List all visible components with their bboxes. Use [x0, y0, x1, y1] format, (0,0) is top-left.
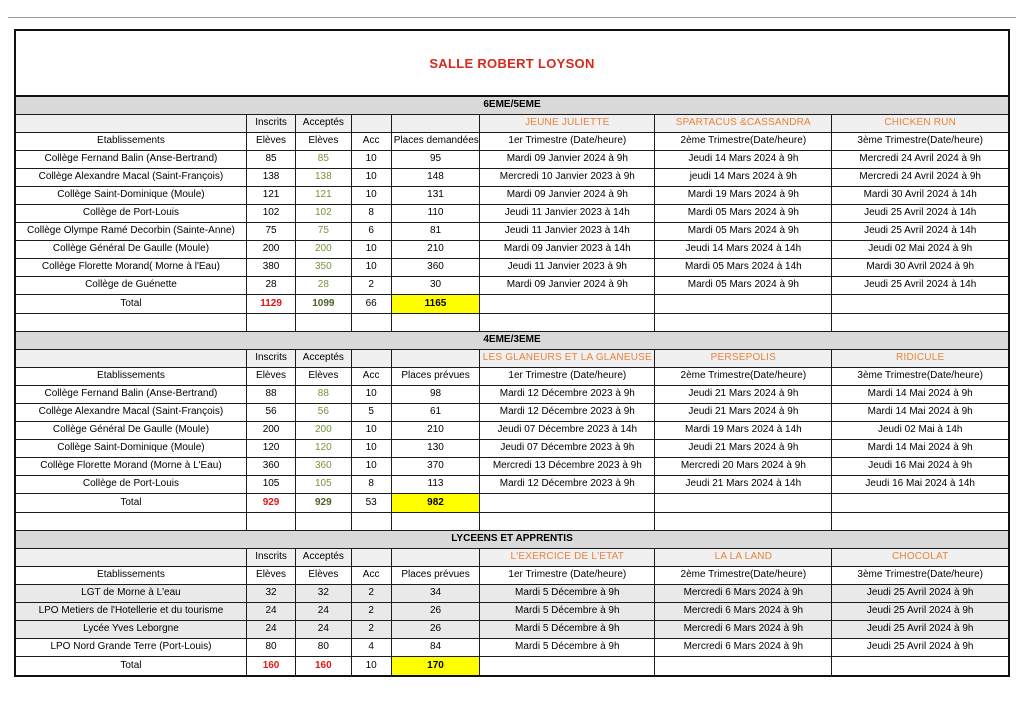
acceptes-cell: 200 [296, 241, 351, 259]
date-cell-trimestre1: Mardi 5 Décembre à 9h [480, 639, 655, 657]
header-spacer-cell [15, 115, 246, 133]
total-label-cell: Total [15, 295, 246, 314]
places-cell: 130 [391, 440, 480, 458]
table-row [15, 386, 1009, 404]
date-cell-trimestre3: Jeudi 25 Avril 2024 à 14h [832, 277, 1009, 295]
total-empty-cell [480, 657, 655, 677]
date-cell-trimestre2: jeudi 14 Mars 2024 à 9h [655, 169, 832, 187]
acc-cell: 8 [351, 476, 391, 494]
date-cell-trimestre2: Mercredi 6 Mars 2024 à 9h [655, 639, 832, 657]
header-row-columns [15, 133, 1009, 151]
school-name-cell: Collège Florette Morand (Morne à L'Eau) [15, 458, 246, 476]
header-row-columns [15, 567, 1009, 585]
acc-cell: 2 [351, 277, 391, 295]
eleves-header-cell: Elèves [296, 133, 351, 151]
acceptes-cell: 75 [296, 223, 351, 241]
show-title-cell: SPARTACUS &CASSANDRA [655, 115, 832, 133]
places-cell: 26 [391, 621, 480, 639]
date-cell-trimestre3: Mardi 30 Avril 2024 à 9h [832, 259, 1009, 277]
date-cell-trimestre2: Jeudi 14 Mars 2024 à 14h [655, 241, 832, 259]
total-acc-cell: 53 [351, 494, 391, 513]
school-name-cell: Collège Saint-Dominique (Moule) [15, 440, 246, 458]
table-row [15, 440, 1009, 458]
separator-cell [655, 314, 832, 332]
inscrits-cell: 380 [246, 259, 295, 277]
total-inscrits-cell: 929 [246, 494, 295, 513]
total-label-cell: Total [15, 494, 246, 513]
school-name-cell: Collège Olympe Ramé Decorbin (Sainte-Anne) [15, 223, 246, 241]
separator-cell [480, 314, 655, 332]
school-name-cell: Collège de Port-Louis [15, 476, 246, 494]
inscrits-cell: 138 [246, 169, 295, 187]
date-cell-trimestre3: Mardi 14 Mai 2024 à 9h [832, 404, 1009, 422]
date-cell-trimestre3: Jeudi 25 Avril 2024 à 9h [832, 603, 1009, 621]
date-cell-trimestre3: Jeudi 16 Mai 2024 à 14h [832, 476, 1009, 494]
acc-cell: 10 [351, 241, 391, 259]
places-header-cell: Places demandées [391, 133, 480, 151]
header-row-groups [15, 350, 1009, 368]
school-name-cell: LGT de Morne à L'eau [15, 585, 246, 603]
date-cell-trimestre2: Jeudi 21 Mars 2024 à 9h [655, 386, 832, 404]
date-cell-trimestre1: Mardi 09 Janvier 2023 à 14h [480, 241, 655, 259]
table-row [15, 621, 1009, 639]
table-row [15, 277, 1009, 295]
date-cell-trimestre3: Jeudi 02 Mai 2024 à 9h [832, 241, 1009, 259]
acc-cell: 10 [351, 386, 391, 404]
date-cell-trimestre2: Mardi 19 Mars 2024 à 9h [655, 187, 832, 205]
acceptes-cell: 105 [296, 476, 351, 494]
total-acceptes-cell: 160 [296, 657, 351, 677]
planning-table-body [15, 96, 1009, 676]
acceptes-cell: 85 [296, 151, 351, 169]
trimestre2-header-cell: 2ème Trimestre(Date/heure) [655, 133, 832, 151]
trimestre2-header-cell: 2ème Trimestre(Date/heure) [655, 567, 832, 585]
eleves-header-cell: Elèves [296, 368, 351, 386]
inscrits-header-cell: Inscrits [246, 350, 295, 368]
total-row [15, 494, 1009, 513]
show-title-cell: CHOCOLAT [832, 549, 1009, 567]
school-name-cell: Collège Général De Gaulle (Moule) [15, 241, 246, 259]
school-name-cell: Collège Fernand Balin (Anse-Bertrand) [15, 386, 246, 404]
eleves-header-cell: Elèves [246, 133, 295, 151]
total-empty-cell [832, 295, 1009, 314]
acc-cell: 6 [351, 223, 391, 241]
inscrits-header-cell: Inscrits [246, 549, 295, 567]
places-cell: 148 [391, 169, 480, 187]
title-box [14, 29, 1010, 95]
total-inscrits-cell: 160 [246, 657, 295, 677]
places-header-cell: Places prévues [391, 567, 480, 585]
date-cell-trimestre2: Mardi 05 Mars 2024 à 9h [655, 277, 832, 295]
total-row [15, 657, 1009, 677]
trimestre3-header-cell: 3ème Trimestre(Date/heure) [832, 567, 1009, 585]
places-cell: 360 [391, 259, 480, 277]
date-cell-trimestre2: Mardi 19 Mars 2024 à 14h [655, 422, 832, 440]
places-cell: 81 [391, 223, 480, 241]
separator-cell [832, 513, 1009, 531]
date-cell-trimestre3: Jeudi 02 Mai à 14h [832, 422, 1009, 440]
separator-cell [15, 314, 246, 332]
section-band: 4EME/3EME [15, 332, 1009, 350]
trimestre3-header-cell: 3ème Trimestre(Date/heure) [832, 368, 1009, 386]
date-cell-trimestre1: Jeudi 07 Décembre 2023 à 9h [480, 440, 655, 458]
separator-cell [391, 314, 480, 332]
header-spacer-cell [351, 115, 391, 133]
acceptes-cell: 24 [296, 603, 351, 621]
date-cell-trimestre1: Jeudi 11 Janvier 2023 à 14h [480, 223, 655, 241]
places-cell: 113 [391, 476, 480, 494]
places-cell: 84 [391, 639, 480, 657]
table-row [15, 223, 1009, 241]
separator-row [15, 513, 1009, 531]
inscrits-cell: 24 [246, 603, 295, 621]
section-band: LYCEENS ET APPRENTIS [15, 531, 1009, 549]
date-cell-trimestre2: Jeudi 21 Mars 2024 à 9h [655, 404, 832, 422]
acceptes-header-cell: Acceptés [296, 549, 351, 567]
date-cell-trimestre1: Mardi 12 Décembre 2023 à 9h [480, 404, 655, 422]
separator-cell [296, 513, 351, 531]
total-acceptes-cell: 1099 [296, 295, 351, 314]
table-row [15, 585, 1009, 603]
separator-cell [296, 314, 351, 332]
school-name-cell: Collège Général De Gaulle (Moule) [15, 422, 246, 440]
school-name-cell: Collège Alexandre Macal (Saint-François) [15, 404, 246, 422]
date-cell-trimestre3: Mercredi 24 Avril 2024 à 9h [832, 151, 1009, 169]
acc-cell: 2 [351, 585, 391, 603]
separator-cell [832, 314, 1009, 332]
school-name-cell: Collège Saint-Dominique (Moule) [15, 187, 246, 205]
inscrits-cell: 24 [246, 621, 295, 639]
section-band-row [15, 96, 1009, 115]
table-row [15, 187, 1009, 205]
header-row-groups [15, 115, 1009, 133]
page-top-rule [8, 17, 1016, 18]
section-band-row [15, 332, 1009, 350]
table-row [15, 603, 1009, 621]
date-cell-trimestre1: Mercredi 10 Janvier 2023 à 9h [480, 169, 655, 187]
date-cell-trimestre3: Jeudi 25 Avril 2024 à 14h [832, 205, 1009, 223]
acc-cell: 5 [351, 404, 391, 422]
school-name-cell: Collège de Port-Louis [15, 205, 246, 223]
school-name-cell: Collège Florette Morand( Morne à l'Eau) [15, 259, 246, 277]
separator-row [15, 314, 1009, 332]
date-cell-trimestre2: Mardi 05 Mars 2024 à 9h [655, 223, 832, 241]
acc-cell: 8 [351, 205, 391, 223]
trimestre1-header-cell: 1er Trimestre (Date/heure) [480, 567, 655, 585]
total-empty-cell [655, 295, 832, 314]
inscrits-cell: 88 [246, 386, 295, 404]
acc-header-cell: Acc [351, 133, 391, 151]
table-row [15, 205, 1009, 223]
total-empty-cell [480, 494, 655, 513]
date-cell-trimestre3: Mercredi 24 Avril 2024 à 9h [832, 169, 1009, 187]
inscrits-cell: 200 [246, 241, 295, 259]
date-cell-trimestre3: Mardi 14 Mai 2024 à 9h [832, 440, 1009, 458]
date-cell-trimestre1: Jeudi 11 Janvier 2023 à 9h [480, 259, 655, 277]
acceptes-cell: 121 [296, 187, 351, 205]
date-cell-trimestre3: Jeudi 16 Mai 2024 à 9h [832, 458, 1009, 476]
show-title-cell: PERSEPOLIS [655, 350, 832, 368]
table-row [15, 259, 1009, 277]
table-row [15, 404, 1009, 422]
acceptes-header-cell: Acceptés [296, 350, 351, 368]
trimestre3-header-cell: 3ème Trimestre(Date/heure) [832, 133, 1009, 151]
table-row [15, 151, 1009, 169]
total-inscrits-cell: 1129 [246, 295, 295, 314]
table-row [15, 241, 1009, 259]
header-spacer-cell [351, 549, 391, 567]
date-cell-trimestre3: Jeudi 25 Avril 2024 à 9h [832, 639, 1009, 657]
table-row [15, 639, 1009, 657]
eleves-header-cell: Elèves [246, 567, 295, 585]
etablissements-header-cell: Etablissements [15, 368, 246, 386]
date-cell-trimestre1: Mardi 5 Décembre à 9h [480, 585, 655, 603]
date-cell-trimestre2: Mercredi 6 Mars 2024 à 9h [655, 621, 832, 639]
separator-cell [351, 314, 391, 332]
show-title-cell: LES GLANEURS ET LA GLANEUSE [480, 350, 655, 368]
date-cell-trimestre1: Mercredi 13 Décembre 2023 à 9h [480, 458, 655, 476]
acc-cell: 10 [351, 259, 391, 277]
school-name-cell: Lycée Yves Leborgne [15, 621, 246, 639]
places-cell: 131 [391, 187, 480, 205]
acceptes-cell: 88 [296, 386, 351, 404]
inscrits-header-cell: Inscrits [246, 115, 295, 133]
header-row-columns [15, 368, 1009, 386]
inscrits-cell: 28 [246, 277, 295, 295]
date-cell-trimestre1: Mardi 09 Janvier 2024 à 9h [480, 277, 655, 295]
header-spacer-cell [391, 549, 480, 567]
total-acc-cell: 66 [351, 295, 391, 314]
date-cell-trimestre1: Mardi 09 Janvier 2024 à 9h [480, 187, 655, 205]
inscrits-cell: 85 [246, 151, 295, 169]
acc-header-cell: Acc [351, 567, 391, 585]
total-row [15, 295, 1009, 314]
inscrits-cell: 102 [246, 205, 295, 223]
places-cell: 30 [391, 277, 480, 295]
places-cell: 210 [391, 241, 480, 259]
acc-cell: 10 [351, 422, 391, 440]
inscrits-cell: 80 [246, 639, 295, 657]
date-cell-trimestre1: Jeudi 11 Janvier 2023 à 14h [480, 205, 655, 223]
acceptes-header-cell: Acceptés [296, 115, 351, 133]
acc-cell: 2 [351, 621, 391, 639]
header-spacer-cell [15, 350, 246, 368]
places-cell: 110 [391, 205, 480, 223]
date-cell-trimestre2: Mercredi 6 Mars 2024 à 9h [655, 603, 832, 621]
header-spacer-cell [391, 115, 480, 133]
header-spacer-cell [15, 549, 246, 567]
eleves-header-cell: Elèves [296, 567, 351, 585]
inscrits-cell: 120 [246, 440, 295, 458]
acc-cell: 2 [351, 603, 391, 621]
places-header-cell: Places prévues [391, 368, 480, 386]
total-empty-cell [480, 295, 655, 314]
table-row [15, 169, 1009, 187]
places-cell: 34 [391, 585, 480, 603]
acc-cell: 10 [351, 187, 391, 205]
inscrits-cell: 360 [246, 458, 295, 476]
date-cell-trimestre2: Mardi 05 Mars 2024 à 14h [655, 259, 832, 277]
table-row [15, 422, 1009, 440]
acc-cell: 4 [351, 639, 391, 657]
date-cell-trimestre3: Mardi 14 Mai 2024 à 9h [832, 386, 1009, 404]
show-title-cell: JEUNE JULIETTE [480, 115, 655, 133]
date-cell-trimestre1: Mardi 12 Décembre 2023 à 9h [480, 386, 655, 404]
acc-cell: 10 [351, 169, 391, 187]
acceptes-cell: 80 [296, 639, 351, 657]
school-name-cell: Collège Fernand Balin (Anse-Bertrand) [15, 151, 246, 169]
table-row [15, 458, 1009, 476]
total-places-cell: 170 [391, 657, 480, 677]
places-cell: 95 [391, 151, 480, 169]
date-cell-trimestre2: Jeudi 21 Mars 2024 à 9h [655, 440, 832, 458]
header-spacer-cell [391, 350, 480, 368]
total-acc-cell: 10 [351, 657, 391, 677]
date-cell-trimestre1: Mardi 5 Décembre à 9h [480, 603, 655, 621]
date-cell-trimestre2: Jeudi 14 Mars 2024 à 9h [655, 151, 832, 169]
show-title-cell: CHICKEN RUN [832, 115, 1009, 133]
section-band: 6EME/5EME [15, 96, 1009, 115]
date-cell-trimestre1: Mardi 5 Décembre à 9h [480, 621, 655, 639]
date-cell-trimestre2: Jeudi 21 Mars 2024 à 14h [655, 476, 832, 494]
acceptes-cell: 360 [296, 458, 351, 476]
date-cell-trimestre3: Jeudi 25 Avril 2024 à 9h [832, 585, 1009, 603]
acceptes-cell: 102 [296, 205, 351, 223]
places-cell: 370 [391, 458, 480, 476]
trimestre1-header-cell: 1er Trimestre (Date/heure) [480, 368, 655, 386]
show-title-cell: LA LA LAND [655, 549, 832, 567]
acc-header-cell: Acc [351, 368, 391, 386]
acceptes-cell: 28 [296, 277, 351, 295]
date-cell-trimestre1: Mardi 09 Janvier 2024 à 9h [480, 151, 655, 169]
school-name-cell: LPO Metiers de l'Hotellerie et du tourisme [15, 603, 246, 621]
show-title-cell: L'EXERCICE DE L'ETAT [480, 549, 655, 567]
total-label-cell: Total [15, 657, 246, 677]
acceptes-cell: 56 [296, 404, 351, 422]
inscrits-cell: 75 [246, 223, 295, 241]
total-empty-cell [655, 494, 832, 513]
etablissements-header-cell: Etablissements [15, 567, 246, 585]
separator-cell [246, 513, 295, 531]
date-cell-trimestre1: Mardi 12 Décembre 2023 à 9h [480, 476, 655, 494]
total-acceptes-cell: 929 [296, 494, 351, 513]
show-title-cell: RIDICULE [832, 350, 1009, 368]
date-cell-trimestre2: Mercredi 6 Mars 2024 à 9h [655, 585, 832, 603]
planning-table [14, 95, 1010, 677]
header-row-groups [15, 549, 1009, 567]
total-places-cell: 1165 [391, 295, 480, 314]
school-name-cell: LPO Nord Grande Terre (Port-Louis) [15, 639, 246, 657]
planning-sheet [14, 29, 1010, 677]
separator-cell [351, 513, 391, 531]
page-title: SALLE ROBERT LOYSON [429, 55, 595, 71]
places-cell: 61 [391, 404, 480, 422]
acceptes-cell: 350 [296, 259, 351, 277]
trimestre1-header-cell: 1er Trimestre (Date/heure) [480, 133, 655, 151]
acc-cell: 10 [351, 440, 391, 458]
separator-cell [480, 513, 655, 531]
acc-cell: 10 [351, 458, 391, 476]
total-places-cell: 982 [391, 494, 480, 513]
date-cell-trimestre2: Mardi 05 Mars 2024 à 9h [655, 205, 832, 223]
acceptes-cell: 120 [296, 440, 351, 458]
places-cell: 210 [391, 422, 480, 440]
table-row [15, 476, 1009, 494]
places-cell: 26 [391, 603, 480, 621]
eleves-header-cell: Elèves [246, 368, 295, 386]
date-cell-trimestre3: Jeudi 25 Avril 2024 à 14h [832, 223, 1009, 241]
date-cell-trimestre1: Jeudi 07 Décembre 2023 à 14h [480, 422, 655, 440]
separator-cell [655, 513, 832, 531]
date-cell-trimestre2: Mercredi 20 Mars 2024 à 9h [655, 458, 832, 476]
inscrits-cell: 121 [246, 187, 295, 205]
total-empty-cell [655, 657, 832, 677]
inscrits-cell: 200 [246, 422, 295, 440]
inscrits-cell: 105 [246, 476, 295, 494]
separator-cell [246, 314, 295, 332]
date-cell-trimestre3: Mardi 30 Avril 2024 à 14h [832, 187, 1009, 205]
total-empty-cell [832, 657, 1009, 677]
header-spacer-cell [351, 350, 391, 368]
inscrits-cell: 56 [246, 404, 295, 422]
places-cell: 98 [391, 386, 480, 404]
acc-cell: 10 [351, 151, 391, 169]
school-name-cell: Collège de Guénette [15, 277, 246, 295]
acceptes-cell: 200 [296, 422, 351, 440]
separator-cell [15, 513, 246, 531]
inscrits-cell: 32 [246, 585, 295, 603]
date-cell-trimestre3: Jeudi 25 Avril 2024 à 9h [832, 621, 1009, 639]
school-name-cell: Collège Alexandre Macal (Saint-François) [15, 169, 246, 187]
acceptes-cell: 32 [296, 585, 351, 603]
section-band-row [15, 531, 1009, 549]
etablissements-header-cell: Etablissements [15, 133, 246, 151]
total-empty-cell [832, 494, 1009, 513]
separator-cell [391, 513, 480, 531]
acceptes-cell: 24 [296, 621, 351, 639]
acceptes-cell: 138 [296, 169, 351, 187]
trimestre2-header-cell: 2ème Trimestre(Date/heure) [655, 368, 832, 386]
